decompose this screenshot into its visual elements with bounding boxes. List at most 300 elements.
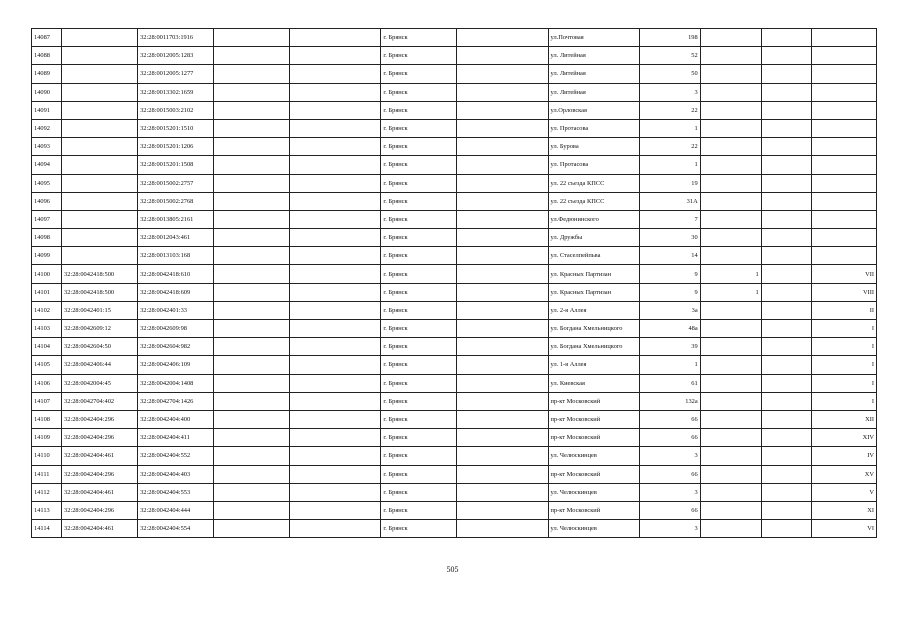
cell-col-empty-1 (214, 65, 290, 83)
cell-city: г. Брянск (381, 392, 457, 410)
cell-parent-cadastral-number (62, 47, 138, 65)
cell-parent-cadastral-number: 32:28:0042404:296 (62, 410, 138, 428)
cell-col-empty-2 (290, 501, 381, 519)
cell-col-empty-3 (457, 138, 548, 156)
table-row (32, 47, 877, 65)
cell-row-number: 14092 (32, 119, 62, 137)
cell-premises: VII (811, 265, 876, 283)
cell-col-empty-1 (214, 174, 290, 192)
cell-street: ул. Бурова (548, 138, 639, 156)
cell-col-empty-1 (214, 320, 290, 338)
cell-col-empty-3 (457, 447, 548, 465)
cell-house-number: 9 (639, 283, 700, 301)
cell-col-empty-3 (457, 501, 548, 519)
cell-col-empty-1 (214, 29, 290, 47)
cell-col-empty-3 (457, 483, 548, 501)
cell-city: г. Брянск (381, 192, 457, 210)
cell-cadastral-number: 32:28:0042404:444 (138, 501, 214, 519)
cell-parent-cadastral-number: 32:28:0042604:50 (62, 338, 138, 356)
table-row (32, 374, 877, 392)
cell-street: ул. Красных Партизан (548, 283, 639, 301)
cell-col-empty-3 (457, 265, 548, 283)
cell-city: г. Брянск (381, 65, 457, 83)
cell-col-empty-4 (761, 320, 811, 338)
cell-premises: VI (811, 520, 876, 538)
cell-premises: I (811, 338, 876, 356)
table-row (32, 465, 877, 483)
cell-city: г. Брянск (381, 520, 457, 538)
cell-col-empty-2 (290, 338, 381, 356)
cell-street: ул. Челюскинцев (548, 483, 639, 501)
cell-parent-cadastral-number (62, 174, 138, 192)
cell-row-number: 14096 (32, 192, 62, 210)
table-row (32, 301, 877, 319)
cell-row-number: 14098 (32, 229, 62, 247)
cell-premises (811, 29, 876, 47)
cell-building (700, 174, 761, 192)
cell-col-empty-1 (214, 501, 290, 519)
cell-col-empty-2 (290, 65, 381, 83)
cell-row-number: 14109 (32, 429, 62, 447)
cell-building (700, 192, 761, 210)
cell-cadastral-number: 32:28:0015201:1508 (138, 156, 214, 174)
cell-col-empty-1 (214, 483, 290, 501)
cell-premises (811, 101, 876, 119)
cell-col-empty-1 (214, 247, 290, 265)
cell-col-empty-2 (290, 83, 381, 101)
cell-col-empty-1 (214, 101, 290, 119)
cell-row-number: 14100 (32, 265, 62, 283)
cell-col-empty-2 (290, 429, 381, 447)
cell-col-empty-1 (214, 47, 290, 65)
cell-parent-cadastral-number: 32:28:0042004:45 (62, 374, 138, 392)
cell-col-empty-3 (457, 356, 548, 374)
cell-building (700, 429, 761, 447)
cell-col-empty-3 (457, 192, 548, 210)
cell-house-number: 132а (639, 392, 700, 410)
cell-house-number: 50 (639, 65, 700, 83)
cell-row-number: 14087 (32, 29, 62, 47)
cell-street: пр-кт Московский (548, 392, 639, 410)
cell-parent-cadastral-number: 32:28:0042404:461 (62, 520, 138, 538)
cell-premises: V (811, 483, 876, 501)
table-row (32, 156, 877, 174)
cell-parent-cadastral-number: 32:28:0042418:500 (62, 283, 138, 301)
cell-parent-cadastral-number (62, 101, 138, 119)
cell-building (700, 119, 761, 137)
cell-row-number: 14111 (32, 465, 62, 483)
cell-col-empty-4 (761, 29, 811, 47)
cell-cadastral-number: 32:28:0042004:1408 (138, 374, 214, 392)
cell-street: ул. 22 съезда КПСС (548, 174, 639, 192)
cell-row-number: 14099 (32, 247, 62, 265)
cell-cadastral-number: 32:28:0042704:1426 (138, 392, 214, 410)
cell-building (700, 410, 761, 428)
cell-col-empty-2 (290, 410, 381, 428)
cell-col-empty-3 (457, 65, 548, 83)
cell-city: г. Брянск (381, 210, 457, 228)
cell-street: ул.Орловская (548, 101, 639, 119)
table-row (32, 210, 877, 228)
cell-house-number: 48а (639, 320, 700, 338)
cell-street: ул.Федюнинского (548, 210, 639, 228)
table-row (32, 501, 877, 519)
cell-col-empty-3 (457, 247, 548, 265)
cell-premises: I (811, 356, 876, 374)
cell-city: г. Брянск (381, 83, 457, 101)
cell-cadastral-number: 32:28:0012005:1283 (138, 47, 214, 65)
cell-city: г. Брянск (381, 29, 457, 47)
cell-building (700, 320, 761, 338)
cell-building (700, 138, 761, 156)
cell-premises: I (811, 320, 876, 338)
cell-building (700, 520, 761, 538)
cell-col-empty-2 (290, 138, 381, 156)
cell-street: ул. Протасова (548, 156, 639, 174)
cell-cadastral-number: 32:28:0015003:2102 (138, 101, 214, 119)
cell-col-empty-2 (290, 247, 381, 265)
cell-building (700, 501, 761, 519)
cell-parent-cadastral-number: 32:28:0042609:12 (62, 320, 138, 338)
cell-street: ул. Богдана Хмельницкого (548, 320, 639, 338)
cell-building (700, 101, 761, 119)
cell-col-empty-2 (290, 119, 381, 137)
cell-col-empty-1 (214, 283, 290, 301)
cell-col-empty-3 (457, 410, 548, 428)
table-row (32, 338, 877, 356)
cell-col-empty-4 (761, 265, 811, 283)
cell-building (700, 83, 761, 101)
cell-street: ул. Красных Партизан (548, 265, 639, 283)
cell-premises (811, 156, 876, 174)
cell-city: г. Брянск (381, 174, 457, 192)
cell-col-empty-3 (457, 338, 548, 356)
table-row (32, 410, 877, 428)
table-row (32, 65, 877, 83)
cell-row-number: 14090 (32, 83, 62, 101)
table-row (32, 119, 877, 137)
cell-house-number: 52 (639, 47, 700, 65)
cell-building (700, 392, 761, 410)
cell-house-number: 3 (639, 520, 700, 538)
cell-city: г. Брянск (381, 283, 457, 301)
cell-premises: XV (811, 465, 876, 483)
cell-city: г. Брянск (381, 447, 457, 465)
cell-col-empty-3 (457, 229, 548, 247)
cell-col-empty-3 (457, 47, 548, 65)
cell-col-empty-4 (761, 210, 811, 228)
cell-col-empty-2 (290, 283, 381, 301)
cell-col-empty-1 (214, 138, 290, 156)
cell-parent-cadastral-number: 32:28:0042406:44 (62, 356, 138, 374)
cell-premises (811, 138, 876, 156)
cell-house-number: 3 (639, 447, 700, 465)
cell-premises (811, 229, 876, 247)
cell-col-empty-2 (290, 447, 381, 465)
cell-city: г. Брянск (381, 138, 457, 156)
cell-street: ул. 1-я Аллея (548, 356, 639, 374)
table-body (32, 29, 877, 538)
cell-building (700, 229, 761, 247)
cell-col-empty-2 (290, 320, 381, 338)
cell-city: г. Брянск (381, 119, 457, 137)
cell-house-number: 22 (639, 138, 700, 156)
cell-col-empty-1 (214, 156, 290, 174)
cell-cadastral-number: 32:28:0042604:982 (138, 338, 214, 356)
cell-premises: I (811, 392, 876, 410)
cell-col-empty-4 (761, 156, 811, 174)
cell-house-number: 66 (639, 429, 700, 447)
cell-house-number: 1 (639, 119, 700, 137)
cell-city: г. Брянск (381, 265, 457, 283)
cell-building (700, 47, 761, 65)
cell-cadastral-number: 32:28:0042404:403 (138, 465, 214, 483)
cell-house-number: 3 (639, 83, 700, 101)
cell-row-number: 14114 (32, 520, 62, 538)
cell-house-number: 30 (639, 229, 700, 247)
cell-col-empty-3 (457, 119, 548, 137)
cell-col-empty-4 (761, 247, 811, 265)
cell-premises: II (811, 301, 876, 319)
cell-cadastral-number: 32:28:0012005:1277 (138, 65, 214, 83)
cell-house-number: 31А (639, 192, 700, 210)
cell-col-empty-2 (290, 265, 381, 283)
cell-col-empty-4 (761, 47, 811, 65)
cell-premises: XI (811, 501, 876, 519)
registry-table-container (31, 28, 877, 538)
cell-premises (811, 192, 876, 210)
table-row (32, 247, 877, 265)
cell-building (700, 29, 761, 47)
table-row (32, 83, 877, 101)
cell-premises (811, 47, 876, 65)
cell-row-number: 14101 (32, 283, 62, 301)
cell-parent-cadastral-number: 32:28:0042418:500 (62, 265, 138, 283)
cell-row-number: 14106 (32, 374, 62, 392)
cell-street: ул. Челюскинцев (548, 447, 639, 465)
cell-city: г. Брянск (381, 247, 457, 265)
cell-row-number: 14097 (32, 210, 62, 228)
cell-col-empty-4 (761, 174, 811, 192)
cell-col-empty-1 (214, 447, 290, 465)
cell-cadastral-number: 32:28:0012043:461 (138, 229, 214, 247)
cell-row-number: 14113 (32, 501, 62, 519)
cell-house-number: 61 (639, 374, 700, 392)
cell-col-empty-1 (214, 410, 290, 428)
table-row (32, 229, 877, 247)
cell-city: г. Брянск (381, 356, 457, 374)
cell-col-empty-4 (761, 119, 811, 137)
table-row (32, 265, 877, 283)
cell-col-empty-3 (457, 465, 548, 483)
cell-cadastral-number: 32:28:0042609:98 (138, 320, 214, 338)
cell-col-empty-2 (290, 192, 381, 210)
cell-col-empty-3 (457, 156, 548, 174)
cell-row-number: 14091 (32, 101, 62, 119)
cell-col-empty-1 (214, 356, 290, 374)
cell-premises (811, 210, 876, 228)
cell-col-empty-4 (761, 65, 811, 83)
cell-street: ул. Литейная (548, 47, 639, 65)
cell-col-empty-3 (457, 374, 548, 392)
cell-street: ул. 2-я Аллея (548, 301, 639, 319)
cell-col-empty-1 (214, 210, 290, 228)
cell-building (700, 65, 761, 83)
cell-street: ул.Почтовая (548, 29, 639, 47)
cell-col-empty-2 (290, 210, 381, 228)
cell-row-number: 14108 (32, 410, 62, 428)
cell-col-empty-2 (290, 392, 381, 410)
cell-cadastral-number: 32:28:0015002:2768 (138, 192, 214, 210)
cell-cadastral-number: 32:28:0015201:1510 (138, 119, 214, 137)
cell-house-number: 66 (639, 465, 700, 483)
cell-row-number: 14110 (32, 447, 62, 465)
cell-col-empty-4 (761, 338, 811, 356)
cell-col-empty-3 (457, 320, 548, 338)
cell-street: ул. Протасова (548, 119, 639, 137)
cell-col-empty-4 (761, 429, 811, 447)
cell-parent-cadastral-number: 32:28:0042704:402 (62, 392, 138, 410)
table-row (32, 283, 877, 301)
cell-house-number: 1 (639, 156, 700, 174)
table-row (32, 392, 877, 410)
cell-cadastral-number: 32:28:0042418:610 (138, 265, 214, 283)
cell-cadastral-number: 32:28:0042404:553 (138, 483, 214, 501)
cell-street: ул. Стаселпейпьва (548, 247, 639, 265)
table-row (32, 138, 877, 156)
table-row (32, 520, 877, 538)
cell-col-empty-1 (214, 265, 290, 283)
cell-house-number: 66 (639, 501, 700, 519)
cell-premises (811, 119, 876, 137)
cell-cadastral-number: 32:28:0011703:1916 (138, 29, 214, 47)
cell-col-empty-4 (761, 229, 811, 247)
cell-row-number: 14089 (32, 65, 62, 83)
cell-city: г. Брянск (381, 501, 457, 519)
cell-parent-cadastral-number (62, 119, 138, 137)
cell-cadastral-number: 32:28:0042418:609 (138, 283, 214, 301)
cell-building (700, 374, 761, 392)
cell-col-empty-3 (457, 283, 548, 301)
cell-house-number: 198 (639, 29, 700, 47)
cell-cadastral-number: 32:28:0013302:1659 (138, 83, 214, 101)
cell-parent-cadastral-number (62, 65, 138, 83)
cell-street: ул. Челюскинцев (548, 520, 639, 538)
cell-cadastral-number: 32:28:0015201:1206 (138, 138, 214, 156)
cell-building (700, 156, 761, 174)
cell-col-empty-2 (290, 174, 381, 192)
cell-col-empty-1 (214, 192, 290, 210)
cell-city: г. Брянск (381, 465, 457, 483)
cell-house-number: 1 (639, 356, 700, 374)
cell-premises: IV (811, 447, 876, 465)
cell-col-empty-4 (761, 283, 811, 301)
cell-parent-cadastral-number (62, 138, 138, 156)
cell-cadastral-number: 32:28:0042406:109 (138, 356, 214, 374)
cell-parent-cadastral-number: 32:28:0042404:461 (62, 447, 138, 465)
cell-col-empty-3 (457, 174, 548, 192)
cell-col-empty-4 (761, 501, 811, 519)
table-row (32, 483, 877, 501)
cell-street: пр-кт Московский (548, 465, 639, 483)
cell-building (700, 301, 761, 319)
cell-col-empty-3 (457, 520, 548, 538)
cell-col-empty-1 (214, 429, 290, 447)
table-row (32, 447, 877, 465)
registry-table (31, 28, 877, 538)
cell-street: пр-кт Московский (548, 501, 639, 519)
cell-row-number: 14095 (32, 174, 62, 192)
cell-col-empty-1 (214, 392, 290, 410)
cell-col-empty-4 (761, 447, 811, 465)
cell-col-empty-1 (214, 301, 290, 319)
cell-col-empty-3 (457, 210, 548, 228)
cell-parent-cadastral-number (62, 229, 138, 247)
cell-parent-cadastral-number: 32:28:0042401:15 (62, 301, 138, 319)
cell-city: г. Брянск (381, 410, 457, 428)
cell-cadastral-number: 32:28:0042401:33 (138, 301, 214, 319)
cell-house-number: 19 (639, 174, 700, 192)
cell-col-empty-2 (290, 301, 381, 319)
cell-col-empty-1 (214, 229, 290, 247)
cell-cadastral-number: 32:28:0042404:400 (138, 410, 214, 428)
cell-city: г. Брянск (381, 429, 457, 447)
cell-cadastral-number: 32:28:0042404:411 (138, 429, 214, 447)
cell-col-empty-2 (290, 465, 381, 483)
cell-city: г. Брянск (381, 101, 457, 119)
cell-col-empty-4 (761, 301, 811, 319)
cell-col-empty-1 (214, 520, 290, 538)
cell-col-empty-2 (290, 47, 381, 65)
cell-parent-cadastral-number: 32:28:0042404:461 (62, 483, 138, 501)
cell-cadastral-number: 32:28:0042404:552 (138, 447, 214, 465)
cell-city: г. Брянск (381, 47, 457, 65)
cell-parent-cadastral-number: 32:28:0042404:296 (62, 465, 138, 483)
cell-street: ул. 22 съезда КПСС (548, 192, 639, 210)
cell-row-number: 14107 (32, 392, 62, 410)
cell-city: г. Брянск (381, 156, 457, 174)
cell-parent-cadastral-number: 32:28:0042404:296 (62, 429, 138, 447)
cell-col-empty-3 (457, 392, 548, 410)
table-row (32, 29, 877, 47)
cell-col-empty-2 (290, 374, 381, 392)
cell-parent-cadastral-number (62, 83, 138, 101)
cell-building (700, 483, 761, 501)
cell-house-number: 3а (639, 301, 700, 319)
cell-parent-cadastral-number (62, 29, 138, 47)
cell-premises (811, 174, 876, 192)
cell-col-empty-4 (761, 101, 811, 119)
cell-row-number: 14105 (32, 356, 62, 374)
cell-col-empty-4 (761, 520, 811, 538)
cell-row-number: 14103 (32, 320, 62, 338)
cell-col-empty-3 (457, 429, 548, 447)
cell-cadastral-number: 32:28:0042404:554 (138, 520, 214, 538)
cell-col-empty-1 (214, 83, 290, 101)
cell-row-number: 14094 (32, 156, 62, 174)
cell-city: г. Брянск (381, 301, 457, 319)
cell-cadastral-number: 32:28:0015002:2757 (138, 174, 214, 192)
cell-street: ул. Литейная (548, 65, 639, 83)
cell-street: пр-кт Московский (548, 429, 639, 447)
cell-house-number: 39 (639, 338, 700, 356)
cell-col-empty-3 (457, 101, 548, 119)
cell-parent-cadastral-number: 32:28:0042404:296 (62, 501, 138, 519)
cell-col-empty-1 (214, 465, 290, 483)
cell-street: ул. Киевская (548, 374, 639, 392)
cell-col-empty-3 (457, 301, 548, 319)
cell-col-empty-2 (290, 29, 381, 47)
